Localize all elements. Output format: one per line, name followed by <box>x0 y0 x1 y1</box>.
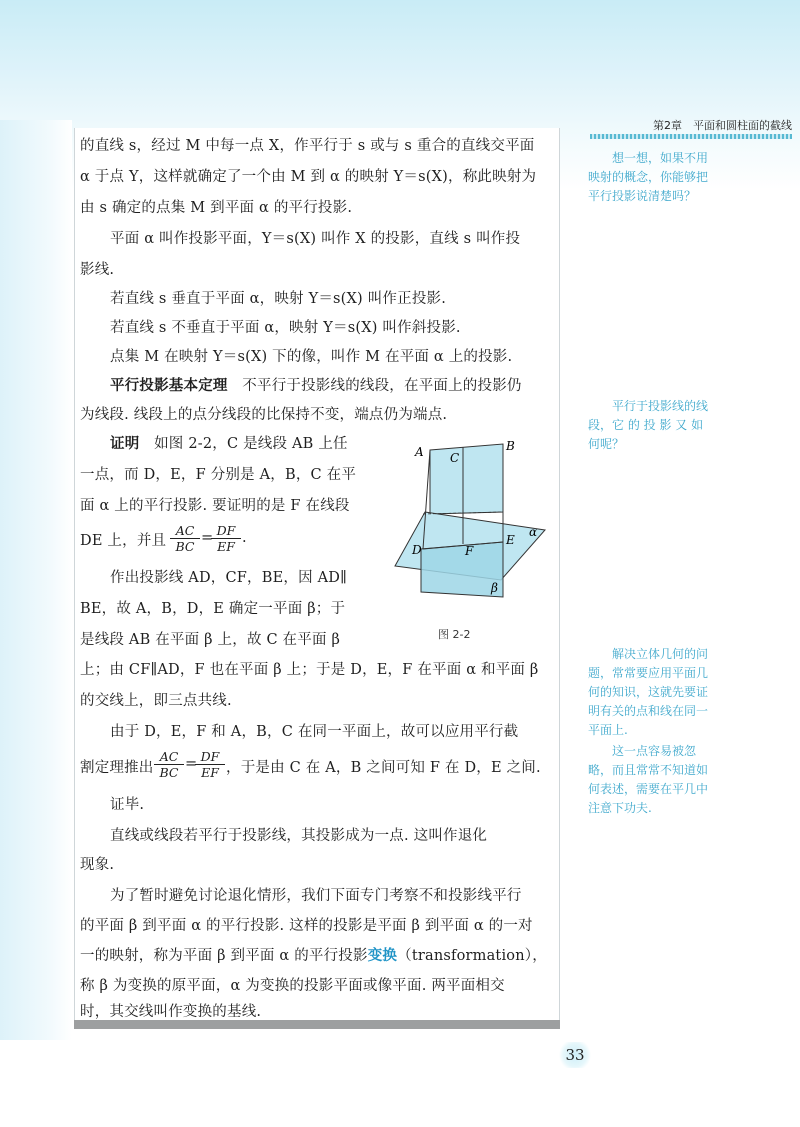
label-d: D <box>412 543 422 557</box>
figure-2-2 <box>393 432 558 617</box>
side-note-2 <box>588 397 748 454</box>
proof-line-4-prefix: DE 上，并且 <box>80 533 167 549</box>
side-note-line: 这一点容易被忽 <box>612 744 697 758</box>
side-note-line: 平行投影说清楚吗？ <box>588 189 697 203</box>
side-note-line: 何的知识，这就先要证 <box>588 685 709 699</box>
label-c: C <box>450 451 460 465</box>
fraction-ac-bc <box>170 523 200 554</box>
fraction-df-ef <box>211 523 241 554</box>
theorem-line-1 <box>110 374 522 398</box>
body-line-5: 影线. <box>80 262 115 278</box>
body-line-4: 平面 α 叫作投影平面，Y＝s(X) 叫作 X 的投影，直线 s 叫作投 <box>110 231 521 247</box>
body-line-1: 的直线 s，经过 M 中每一点 X，作平行于 s 或与 s 重合的直线交平面 <box>80 138 535 154</box>
side-note-line: 明有关的点和线在同一 <box>588 704 709 718</box>
figure-caption: 图 2-2 <box>438 628 471 641</box>
transform-english: （transformation）， <box>397 948 547 964</box>
label-e: E <box>506 533 515 547</box>
label-f: F <box>465 544 474 558</box>
body-line-8: 点集 M 在映射 Y＝s(X) 下的像，叫作 M 在平面 α 上的投影. <box>110 349 513 365</box>
transform-line-2: 的平面 β 到平面 α 的平行投影. 这样的投影是平面 β 到平面 α 的一对 <box>80 918 533 934</box>
side-note-line: 注意下功夫. <box>588 801 652 815</box>
transform-line-4: 称 β 为变换的原平面，α 为变换的投影平面或像平面. 两平面相交 <box>80 978 505 994</box>
fraction-numerator: AC <box>154 749 184 765</box>
transform-text-3: 一的映射，称为平面 β 到平面 α 的平行投影 <box>80 948 368 964</box>
side-note-line: 平面上. <box>588 723 628 737</box>
proof-line-2: 一点，而 D，E，F 分别是 A，B，C 在平 <box>80 467 357 483</box>
theorem-text-1: 不平行于投影线的线段，在平面上的投影仍 <box>227 378 522 394</box>
degenerate-line-1: 直线或线段若平行于投影线，其投影成为一点. 这叫作退化 <box>110 828 488 844</box>
side-note-line: 平行于投影线的线 <box>612 399 709 413</box>
side-note-line: 解决立体几何的问 <box>612 647 709 661</box>
fraction-numerator: AC <box>170 523 200 539</box>
equals-sign: = <box>201 530 214 546</box>
fraction-denominator: BC <box>175 539 195 554</box>
proof-line-5: 作出投影线 AD，CF，BE，因 AD∥ <box>110 570 348 586</box>
side-note-line: 段，它 的 投 影 又 如 <box>588 418 704 432</box>
fraction-df-ef <box>195 749 225 780</box>
side-note-line: 映射的概念，你能够把 <box>588 170 709 184</box>
body-line-7: 若直线 s 不垂直于平面 α，映射 Y＝s(X) 叫作斜投影. <box>110 320 461 336</box>
theorem-title: 平行投影基本定理 <box>110 378 228 394</box>
side-note-3 <box>588 645 748 740</box>
page-number: 33 <box>558 1042 592 1068</box>
transform-term: 变换 <box>367 948 398 964</box>
proof-line-7: 是线段 AB 在平面 β 上，故 C 在平面 β <box>80 632 341 648</box>
fraction-denominator: BC <box>159 765 179 780</box>
plane-beta-back <box>430 444 503 514</box>
fraction-ac-bc <box>154 749 184 780</box>
proof-line-6: BE，故 A，B，D，E 确定一平面 β；于 <box>80 601 346 617</box>
margin-background <box>0 120 72 1040</box>
proof-line-10: 由于 D，E，F 和 A，B，C 在同一平面上，故可以应用平行截 <box>110 724 519 740</box>
proof-line-3: 面 α 上的平行投影. 要证明的是 F 在线段 <box>80 498 350 514</box>
proof-line-11-prefix: 割定理推出 <box>80 760 154 776</box>
side-note-line: 想一想，如果不用 <box>612 151 709 165</box>
fraction-numerator: DF <box>211 523 241 539</box>
proof-line-9: 的交线上，即三点共线. <box>80 693 232 709</box>
label-alpha: α <box>529 525 538 539</box>
label-a: A <box>415 445 424 459</box>
proof-line-11-suffix: ，于是由 C 在 A，B 之间可知 F 在 D，E 之间. <box>226 760 541 776</box>
fraction-numerator: DF <box>195 749 225 765</box>
side-note-line: 何呢？ <box>588 437 625 451</box>
transform-line-5: 时，其交线叫作变换的基线. <box>80 1004 262 1020</box>
proof-label: 证明 <box>110 436 140 452</box>
fraction-denominator: EF <box>217 539 235 554</box>
header-rule <box>590 134 792 139</box>
proof-end: 证毕. <box>110 797 145 813</box>
side-note-line: 略，而且常常不知道如 <box>588 763 709 777</box>
proof-line-1 <box>110 432 348 456</box>
chapter-header: 第2章 平面和圆柱面的截线 <box>653 119 792 132</box>
body-line-3: 由 s 确定的点集 M 到平面 α 的平行投影. <box>80 200 353 216</box>
side-note-line: 何表述，需要在平几中 <box>588 782 709 796</box>
theorem-line-2: 为线段. 线段上的点分线段的比保持不变，端点仍为端点. <box>80 407 448 423</box>
sentence-period: . <box>242 530 247 546</box>
side-note-1 <box>588 149 748 206</box>
body-line-2: α 于点 Y，这样就确定了一个由 M 到 α 的映射 Y＝s(X)，称此映射为 <box>80 169 537 185</box>
proof-text-1: 如图 2-2，C 是线段 AB 上任 <box>139 436 348 452</box>
transform-line-1: 为了暂时避免讨论退化情形，我们下面专门考察不和投影线平行 <box>110 888 522 904</box>
side-note-4 <box>588 742 748 818</box>
equals-sign: = <box>185 756 198 772</box>
side-note-line: 题，常常要应用平面几 <box>588 666 709 680</box>
transform-line-3 <box>80 944 547 968</box>
fraction-denominator: EF <box>201 765 219 780</box>
label-b: B <box>506 439 515 453</box>
proof-line-8: 上；由 CF∥AD，F 也在平面 β 上；于是 D，E，F 在平面 α 和平面 β <box>80 662 539 678</box>
label-beta: β <box>491 581 498 595</box>
body-line-6: 若直线 s 垂直于平面 α，映射 Y＝s(X) 叫作正投影. <box>110 291 447 307</box>
degenerate-line-2: 现象. <box>80 857 115 873</box>
